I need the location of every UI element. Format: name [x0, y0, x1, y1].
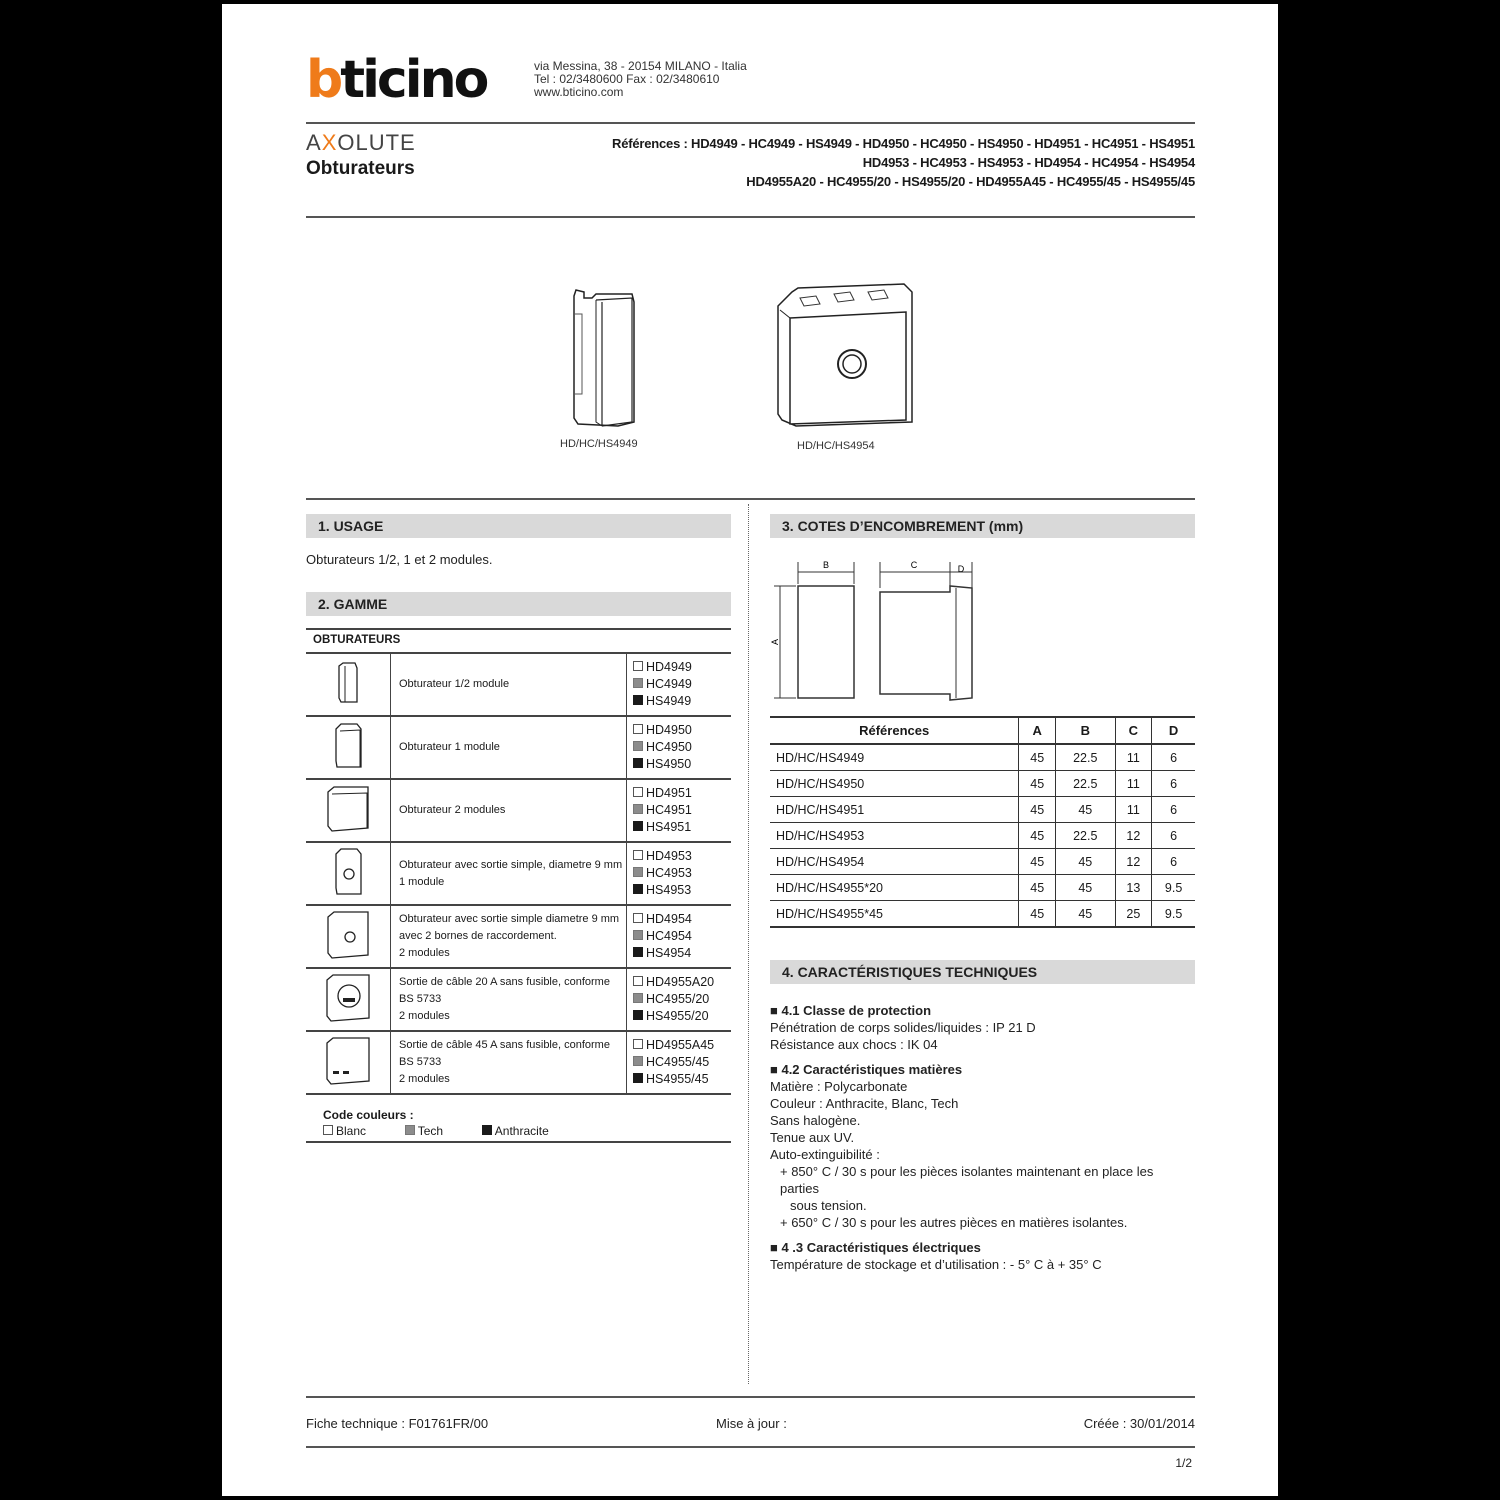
axolute-brand: AXOLUTE: [306, 130, 416, 155]
anthracite-swatch-icon: [633, 1010, 643, 1020]
company-address: [534, 60, 747, 99]
divider: [306, 122, 1195, 124]
references-line: Références : HD4949 - HC4949 - HS4949 - HD4950 - HC4950 - HS4950 - HD4951 - HC4951 - HS4951: [612, 136, 1195, 151]
table-row: HD/HC/HS4955*20 45 45 13 9.5: [770, 875, 1195, 901]
spec-bullet-cont: sous tension.: [790, 1198, 867, 1213]
anthracite-swatch-icon: [633, 821, 643, 831]
product-codes: [627, 779, 732, 842]
half-module-icon: [333, 660, 363, 706]
tech-swatch-icon: [633, 1056, 643, 1066]
code-tech: HC4951: [633, 802, 731, 819]
code-tech: HC4949: [633, 676, 731, 693]
code-blanc: HD4955A45: [633, 1037, 731, 1054]
product-icon-cell: [306, 842, 391, 905]
spec-line: Matière : Polycarbonate: [770, 1079, 908, 1094]
product-description: [391, 653, 627, 716]
desc-line: Sortie de câble 20 A sans fusible, conforme BS 5733: [399, 976, 610, 1005]
datasheet-page: [222, 4, 1278, 1496]
product-codes: [627, 842, 732, 905]
table-row: HD/HC/HS4951 45 45 11 6: [770, 797, 1195, 823]
spec-electrical-title: ■ 4 .3 Caractéristiques électriques: [770, 1240, 981, 1255]
spec-bullet: + 850° C / 30 s pour les pièces isolantes maintenant en place les parties: [780, 1164, 1154, 1196]
table-row: HD/HC/HS4953 45 22.5 12 6: [770, 823, 1195, 849]
table-row: [306, 653, 731, 716]
tech-specs: [770, 1002, 1195, 1273]
col-header: C: [1115, 717, 1152, 744]
desc-line: Obturateur 1/2 module: [399, 678, 510, 690]
product-icon-cell: [306, 968, 391, 1031]
color-code-label: Code couleurs :: [323, 1108, 414, 1122]
desc-line: Obturateur 2 modules: [399, 804, 506, 816]
anthracite-swatch-icon: [482, 1125, 492, 1135]
product-codes: [627, 1031, 732, 1094]
cable-outlet-20a-icon: [323, 972, 373, 1024]
spec-line: Température de stockage et d’utilisation : - 5° C à + 35° C: [770, 1257, 1102, 1272]
product-description: [391, 842, 627, 905]
tech-swatch-icon: [405, 1125, 415, 1135]
white-swatch-icon: [323, 1125, 333, 1135]
page-number: 1/2: [1175, 1456, 1192, 1470]
desc-line: 2 modules: [399, 1073, 450, 1085]
gamme-table: [306, 652, 731, 1095]
product-codes: [627, 716, 732, 779]
desc-line: Sortie de câble 45 A sans fusible, conforme BS 5733: [399, 1039, 610, 1068]
table-row: HD/HC/HS4950 45 22.5 11 6: [770, 771, 1195, 797]
product-icon-cell: [306, 716, 391, 779]
product-description: [391, 779, 627, 842]
two-module-icon: [324, 784, 372, 834]
product-icon-cell: [306, 653, 391, 716]
spec-material-title: ■ 4.2 Caractéristiques matières: [770, 1062, 963, 1077]
col-header: A: [1019, 717, 1056, 744]
dim-label-b: B: [822, 560, 830, 570]
image-caption: HD/HC/HS4954: [797, 440, 875, 452]
anthracite-swatch-icon: [633, 695, 643, 705]
divider: [306, 1141, 731, 1143]
code-anthracite: HS4954: [633, 945, 731, 962]
anthracite-swatch-icon: [633, 758, 643, 768]
tech-swatch-icon: [633, 930, 643, 940]
code-blanc: HD4954: [633, 911, 731, 928]
table-row: [306, 716, 731, 779]
table-row: HD/HC/HS4954 45 45 12 6: [770, 849, 1195, 875]
code-blanc: HD4951: [633, 785, 731, 802]
created-date: Créée : 30/01/2014: [1083, 1416, 1195, 1431]
col-header: D: [1152, 717, 1195, 744]
cable-outlet-45a-icon: [323, 1035, 373, 1087]
table-row: HD/HC/HS4955*45 45 45 25 9.5: [770, 901, 1195, 928]
product-half-module-image: [562, 284, 642, 434]
code-anthracite: HS4951: [633, 819, 731, 836]
references: [612, 134, 1195, 191]
bticino-logo: bticino: [306, 50, 487, 110]
table-row: [306, 779, 731, 842]
code-anthracite: HS4949: [633, 693, 731, 710]
one-module-outlet-icon: [331, 846, 365, 898]
table-row: HD/HC/HS4949 45 22.5 11 6: [770, 744, 1195, 771]
legend-anthracite: Anthracite: [494, 1124, 549, 1138]
desc-line: avec 2 bornes de raccordement.: [399, 930, 557, 942]
product-description: [391, 1031, 627, 1094]
product-two-module-image: [772, 274, 932, 434]
update-date: Mise à jour :: [716, 1416, 787, 1431]
product-codes: [627, 653, 732, 716]
white-swatch-icon: [633, 724, 643, 734]
code-tech: HC4954: [633, 928, 731, 945]
product-icon-cell: [306, 779, 391, 842]
table-row: [306, 968, 731, 1031]
dim-label-a: A: [770, 638, 780, 646]
tech-swatch-icon: [633, 678, 643, 688]
product-codes: [627, 905, 732, 968]
fiche-technique: Fiche technique : F01761FR/00: [306, 1416, 489, 1431]
desc-line: Obturateur avec sortie simple, diametre 9 mm: [399, 858, 623, 871]
divider: [306, 1446, 1195, 1448]
code-tech: HC4950: [633, 739, 731, 756]
spec-bullet: + 650° C / 30 s pour les autres pièces en matières isolantes.: [780, 1215, 1128, 1230]
two-module-outlet-icon: [324, 909, 372, 961]
col-header: B: [1056, 717, 1115, 744]
divider: [306, 498, 1195, 500]
dimension-drawing: [770, 554, 1000, 704]
white-swatch-icon: [633, 1039, 643, 1049]
website-line: www.bticino.com: [534, 85, 624, 99]
image-caption: HD/HC/HS4949: [560, 438, 638, 450]
desc-line: 1 module: [399, 875, 445, 888]
white-swatch-icon: [633, 787, 643, 797]
usage-text: Obturateurs 1/2, 1 et 2 modules.: [306, 552, 493, 567]
spec-line: Auto-extinguibilité :: [770, 1147, 880, 1162]
tech-swatch-icon: [633, 741, 643, 751]
white-swatch-icon: [633, 913, 643, 923]
references-line: HD4955A20 - HC4955/20 - HS4955/20 - HD4955A45 - HC4955/45 - HS4955/45: [746, 174, 1195, 189]
code-tech: HC4953: [633, 865, 731, 882]
code-tech: HC4955/20: [633, 991, 731, 1008]
product-description: [391, 968, 627, 1031]
divider: [306, 216, 1195, 218]
tech-swatch-icon: [633, 867, 643, 877]
product-icon-cell: [306, 1031, 391, 1094]
legend-tech: Tech: [417, 1124, 444, 1138]
code-tech: HC4955/45: [633, 1054, 731, 1071]
desc-line: Obturateur 1 module: [399, 741, 500, 753]
section-gamme-heading: 2. GAMME: [306, 592, 731, 616]
divider: [306, 1396, 1195, 1398]
table-row: [306, 905, 731, 968]
one-module-icon: [331, 721, 365, 771]
desc-line: Obturateur avec sortie simple diametre 9 mm: [399, 913, 620, 925]
code-blanc: HD4955A20: [633, 974, 731, 991]
spec-line: Résistance aux chocs : IK 04: [770, 1037, 938, 1052]
product-codes: [627, 968, 732, 1031]
section-usage-heading: 1. USAGE: [306, 514, 731, 538]
white-swatch-icon: [633, 661, 643, 671]
product-description: [391, 716, 627, 779]
legend-blanc: Blanc: [336, 1124, 367, 1138]
desc-line: 2 modules: [399, 1010, 450, 1022]
spec-line: Sans halogène.: [770, 1113, 861, 1128]
code-anthracite: HS4953: [633, 882, 731, 899]
table-row: [306, 842, 731, 905]
spec-line: Couleur : Anthracite, Blanc, Tech: [770, 1096, 959, 1111]
dimensions-table: [770, 716, 1195, 928]
divider: [306, 628, 731, 630]
spec-line: Pénétration de corps solides/liquides : IP 21 D: [770, 1020, 1036, 1035]
spec-protection-title: ■ 4.1 Classe de protection: [770, 1003, 932, 1018]
code-anthracite: HS4950: [633, 756, 731, 773]
product-description: [391, 905, 627, 968]
code-blanc: HD4950: [633, 722, 731, 739]
table-header-row: [770, 717, 1195, 744]
anthracite-swatch-icon: [633, 947, 643, 957]
white-swatch-icon: [633, 976, 643, 986]
code-anthracite: HS4955/20: [633, 1008, 731, 1025]
phone-line: Tel : 02/3480600 Fax : 02/3480610: [534, 72, 720, 86]
white-swatch-icon: [633, 850, 643, 860]
anthracite-swatch-icon: [633, 884, 643, 894]
product-icon-cell: [306, 905, 391, 968]
dim-label-c: C: [910, 560, 918, 570]
section-dimensions-heading: 3. COTES D’ENCOMBREMENT (mm): [770, 514, 1195, 538]
table-row: [306, 1031, 731, 1094]
code-anthracite: HS4955/45: [633, 1071, 731, 1088]
code-blanc: HD4953: [633, 848, 731, 865]
anthracite-swatch-icon: [633, 1073, 643, 1083]
gamme-subheading: OBTURATEURS: [313, 634, 401, 646]
page-title: Obturateurs: [306, 158, 415, 179]
tech-swatch-icon: [633, 993, 643, 1003]
tech-swatch-icon: [633, 804, 643, 814]
references-line: HD4953 - HC4953 - HS4953 - HD4954 - HC4954 - HS4954: [862, 155, 1195, 170]
section-tech-heading: 4. CARACTÉRISTIQUES TECHNIQUES: [770, 960, 1195, 984]
spec-line: Tenue aux UV.: [770, 1130, 855, 1145]
code-blanc: HD4949: [633, 659, 731, 676]
desc-line: 2 modules: [399, 947, 450, 959]
col-header: Références: [770, 717, 1019, 744]
address-line: via Messina, 38 - 20154 MILANO - Italia: [534, 59, 747, 73]
dim-label-d: D: [957, 564, 965, 574]
column-divider: [748, 504, 749, 1384]
color-legend: [323, 1124, 549, 1138]
